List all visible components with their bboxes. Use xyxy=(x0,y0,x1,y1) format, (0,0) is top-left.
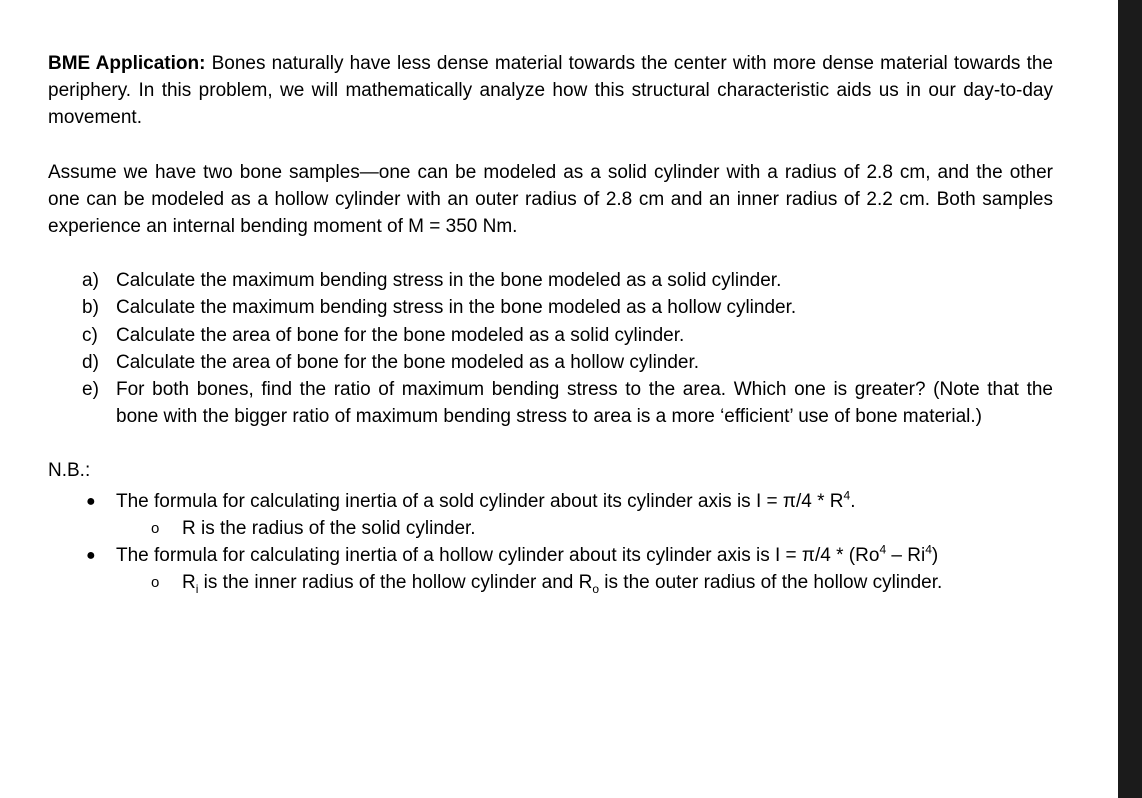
question-item-b xyxy=(48,294,1053,321)
assumption-paragraph: Assume we have two bone samples—one can be modeled as a solid cylinder with a radius of 2.8 cm, and the other one can be modeled as a hollow cylinder with an outer radius of 2.8 cm and an inner radius of 2.2 cm. Both samples experience an internal bending moment of M = 350 Nm. xyxy=(48,161,1053,238)
hollow-sub-o: o xyxy=(592,582,600,597)
question-item-e xyxy=(48,376,1053,430)
question-item-c xyxy=(48,322,1053,349)
intro-paragraph xyxy=(48,50,1053,132)
question-label: a) xyxy=(82,270,99,292)
solid-sub-text: R is the radius of the solid cylinder. xyxy=(182,517,476,539)
document-page xyxy=(48,50,1053,596)
nb-heading: N.B.: xyxy=(48,460,91,482)
intro-text: Bones naturally have less dense material towards the center with more dense material towards the periphery. In this problem, we will mathematically analyze how this structural characteristic aids us in our day-to-day movement. xyxy=(48,53,1053,129)
question-item-d xyxy=(48,349,1053,376)
hollow-sub-mid: is the inner radius of the hollow cylinder and R xyxy=(198,572,593,594)
question-label: e) xyxy=(82,379,99,401)
hollow-sub-end: is the outer radius of the hollow cylinder. xyxy=(599,572,943,594)
question-list xyxy=(48,267,1053,430)
hollow-formula-mid: – Ri xyxy=(886,545,926,567)
nb-bullet-list xyxy=(48,488,1053,597)
intro-label: BME Application: xyxy=(48,53,206,74)
question-label: c) xyxy=(82,324,98,346)
nb-sub-hollow xyxy=(48,569,1053,596)
nb-bullet-hollow xyxy=(48,542,1053,596)
question-text: Calculate the maximum bending stress in the bone modeled as a solid cylinder. xyxy=(116,270,782,292)
solid-exponent: 4 xyxy=(843,488,851,503)
solid-formula-text: The formula for calculating inertia of a sold cylinder about its cylinder axis is I = π/4 * R xyxy=(116,490,844,512)
question-text: Calculate the maximum bending stress in the bone modeled as a hollow cylinder. xyxy=(116,297,797,319)
question-text: For both bones, find the ratio of maximum bending stress to the area. Which one is greater? (Note that the bone with the bigger ratio of maximum bending stress to area is a more ‘efficient’ use of bone material.) xyxy=(116,379,1053,428)
question-text: Calculate the area of bone for the bone modeled as a solid cylinder. xyxy=(116,324,685,346)
question-text: Calculate the area of bone for the bone modeled as a hollow cylinder. xyxy=(116,351,700,373)
question-label: b) xyxy=(82,297,99,319)
hollow-formula-end: ) xyxy=(931,545,939,567)
hollow-sub-i: i xyxy=(195,582,199,597)
hollow-exponent-inner: 4 xyxy=(925,542,932,557)
hollow-sub-r: R xyxy=(182,572,196,594)
nb-bullet-solid xyxy=(48,488,1053,542)
question-item-a xyxy=(48,267,1053,294)
question-label: d) xyxy=(82,351,99,373)
solid-formula-end: . xyxy=(850,490,856,512)
bullet-icon: ● xyxy=(86,547,96,565)
hollow-formula-text: The formula for calculating inertia of a hollow cylinder about its cylinder axis is I = π/4 * (Ro xyxy=(116,545,880,567)
bullet-icon: ● xyxy=(86,492,96,510)
window-edge-bar xyxy=(1118,0,1142,798)
nb-sub-solid xyxy=(48,515,1053,542)
circle-bullet-icon: o xyxy=(151,519,160,537)
circle-bullet-icon: o xyxy=(151,574,160,592)
hollow-exponent-outer: 4 xyxy=(879,542,887,557)
